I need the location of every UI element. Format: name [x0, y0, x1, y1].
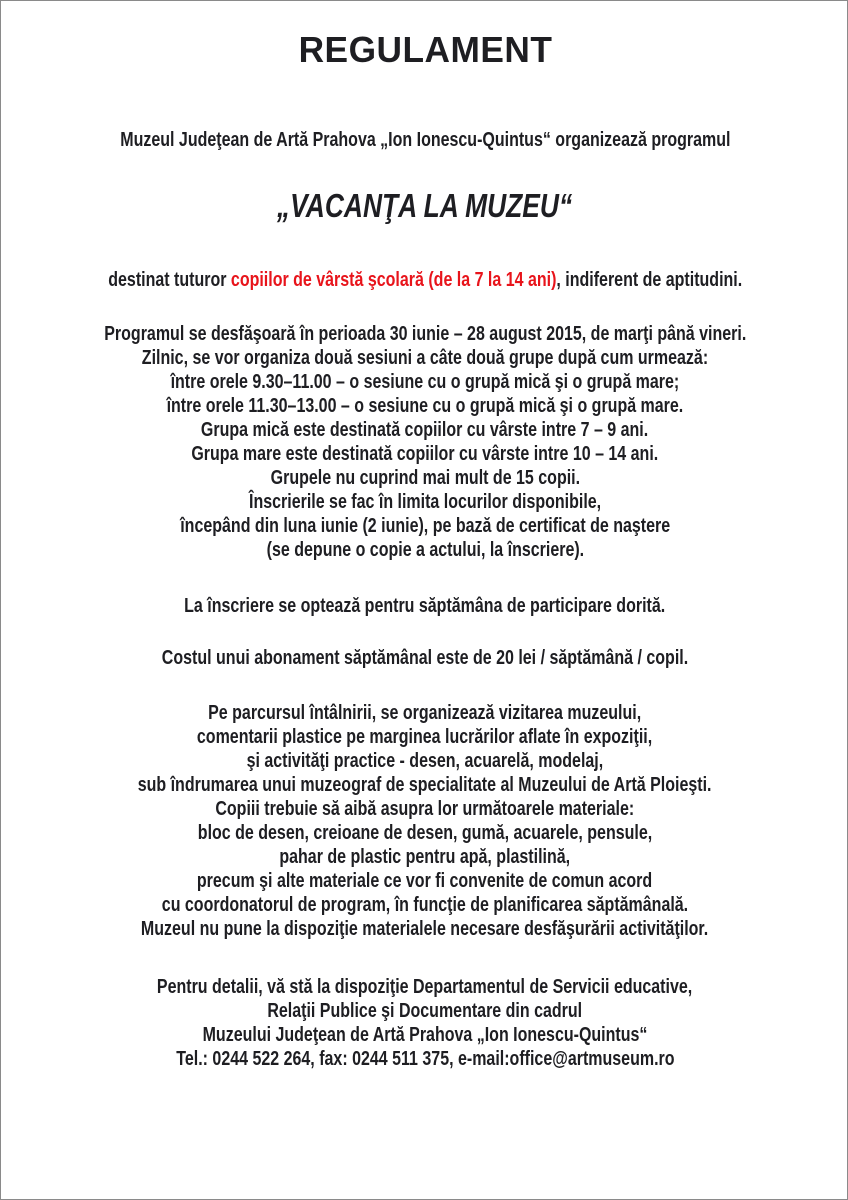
contact-line: Relaţii Publice şi Documentare din cadrul — [267, 1000, 583, 1022]
document-title: REGULAMENT — [298, 29, 552, 70]
cost-line: Costul unui abonament săptămânal este de 20 lei / săptămână / copil. — [161, 647, 689, 669]
contact-phone-line — [1, 1047, 848, 1071]
target-after: , indiferent de aptitudini. — [556, 269, 742, 291]
contact-line: Pentru detalii, vă stă la dispoziţie Departamentul de Servicii educative, — [157, 976, 693, 998]
schedule-line: între orele 11.30–13.00 – o sesiune cu o grupă mică şi o grupă mare. — [166, 395, 684, 417]
schedule-line: începând din luna iunie (2 iunie), pe bază de certificat de naştere — [180, 515, 670, 537]
target-before: destinat tuturor — [108, 269, 231, 291]
intro-line: Muzeul Judeţean de Artă Prahova „Ion Ionescu-Quintus“ organizează programul — [119, 129, 731, 151]
email-link[interactable]: office@artmuseum.ro — [509, 1048, 675, 1070]
schedule-line: (se depune o copie a actului, la înscriere). — [266, 539, 584, 561]
program-name: „VACANŢA LA MUZEU“ — [277, 187, 573, 224]
phone-fax-text: Tel.: 0244 522 264, fax: 0244 511 375, e-mail: — [175, 1048, 510, 1070]
schedule-line: Grupa mică este destinată copiilor cu vârste intre 7 – 9 ani. — [201, 419, 649, 441]
contact-line: Muzeului Judeţean de Artă Prahova „Ion Ionescu-Quintus“ — [202, 1024, 648, 1046]
enrollment-option-line: La înscriere se optează pentru săptămâna de participare dorită. — [184, 595, 666, 617]
schedule-line: Zilnic, se vor organiza două sesiuni a câte două grupe după cum urmează: — [141, 347, 709, 369]
activities-line: Copiii trebuie să aibă asupra lor următoarele materiale: — [215, 798, 635, 820]
schedule-line: Grupele nu cuprind mai mult de 15 copii. — [270, 467, 580, 489]
activities-line: precum şi alte materiale ce vor fi convenite de comun acord — [197, 870, 653, 892]
schedule-line: Înscrierile se fac în limita locurilor disponibile, — [248, 491, 602, 513]
activities-line: bloc de desen, creioane de desen, gumă, acuarele, pensule, — [197, 822, 653, 844]
activities-line: comentarii plastice pe marginea lucrărilor aflate în expoziţii, — [197, 726, 653, 748]
activities-line: Muzeul nu pune la dispoziţie materialele necesare desfăşurării activităţilor. — [141, 918, 709, 940]
target-highlight: copiilor de vârstă şcolară (de la 7 la 14 ani) — [230, 269, 557, 291]
activities-line: sub îndrumarea unui muzeograf de specialitate al Muzeului de Artă Ploieşti. — [138, 774, 712, 796]
schedule-line: Programul se desfăşoară în perioada 30 iunie – 28 august 2015, de marţi până vineri. — [103, 323, 747, 345]
activities-line: şi activităţi practice - desen, acuarelă, modelaj, — [246, 750, 604, 772]
target-audience-line — [1, 268, 848, 292]
activities-line: Pe parcursul întâlnirii, se organizează vizitarea muzeului, — [208, 702, 642, 724]
activities-line: pahar de plastic pentru apă, plastilină, — [279, 846, 571, 868]
schedule-line: între orele 9.30–11.00 – o sesiune cu o grupă mică şi o grupă mare; — [170, 371, 680, 393]
schedule-line: Grupa mare este destinată copiilor cu vârste intre 10 – 14 ani. — [191, 443, 659, 465]
activities-line: cu coordonatorul de program, în funcţie de planificarea săptămânală. — [161, 894, 689, 916]
